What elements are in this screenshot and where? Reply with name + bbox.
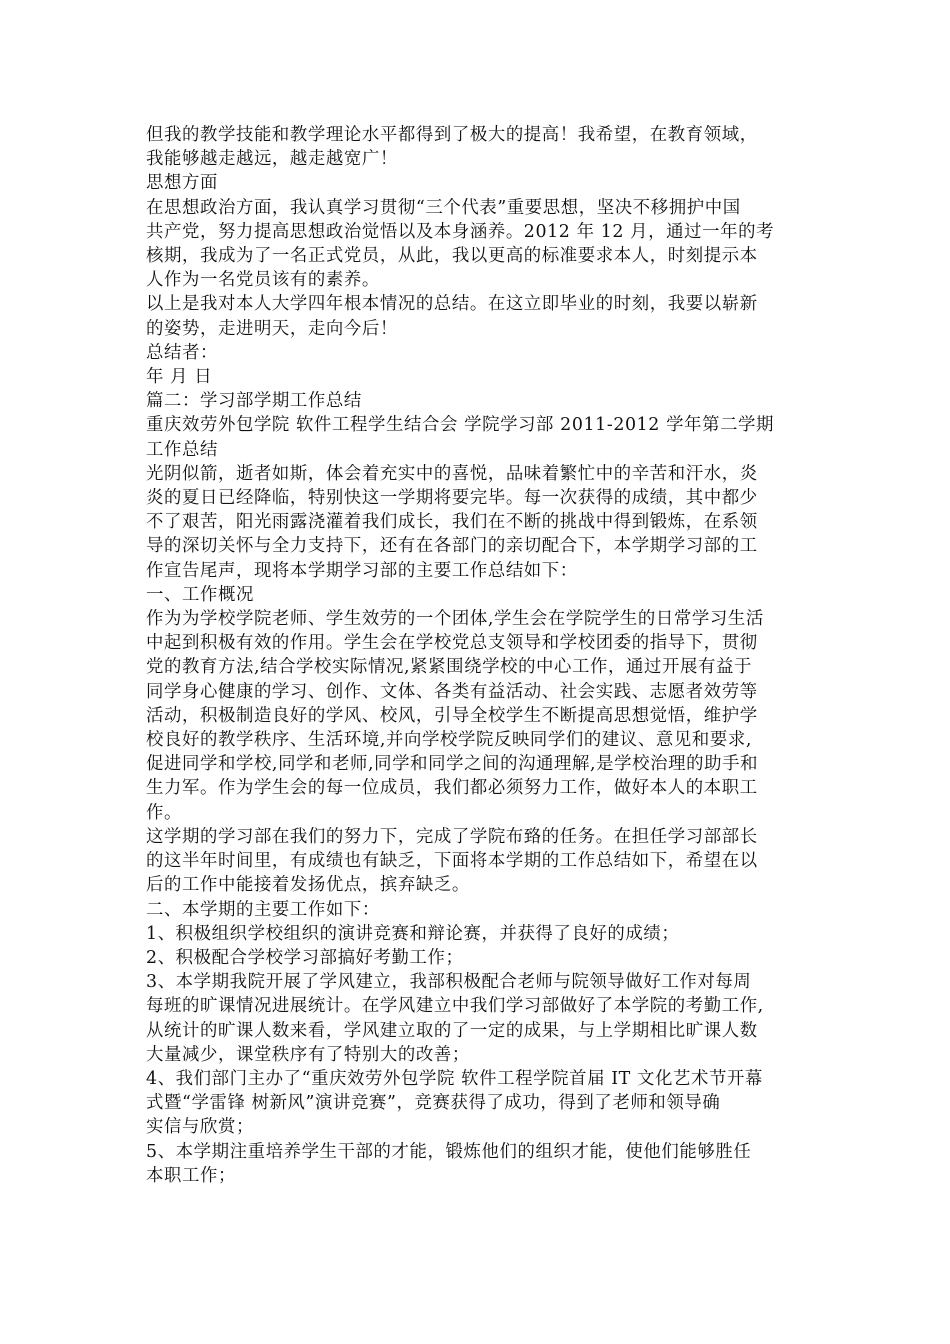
text-line: 校良好的教学秩序、生活环境,并向学校学院反映同学们的建议、意见和要求,: [146, 730, 752, 751]
text-line: 作宣告尾声，现将本学期学习部的主要工作总结如下：: [146, 560, 578, 581]
paragraph: [146, 970, 806, 1067]
text-line: 的姿势，走进明天，走向今后！: [146, 318, 398, 339]
text-line: 5、本学期注重培养学生干部的才能，锻炼他们的组织才能，使他们能够胜任: [146, 1141, 752, 1162]
text-line: 工作总结: [146, 439, 218, 460]
text-line: 作。: [146, 802, 182, 823]
text-line: 的这半年时间里，有成绩也有缺乏，下面将本学期的工作总结如下，希望在以: [146, 851, 758, 872]
text-line: 同学身心健康的学习、创作、文体、各类有益活动、社会实践、志愿者效劳等: [146, 681, 758, 702]
paragraph: [146, 196, 806, 293]
text-line: 促进同学和学校,同学和老师,同学和同学之间的沟通理解,是学校治理的助手和: [146, 754, 759, 775]
text-line: 生力军。作为学生会的每一位成员，我们都必须努力工作，做好本人的本职工: [146, 778, 758, 799]
paragraph: [146, 292, 806, 340]
paragraph: [146, 171, 806, 195]
document-body: [146, 123, 806, 1188]
text-line: 后的工作中能接着发扬优点，摈弃缺乏。: [146, 875, 470, 896]
text-line: 1、积极组织学校组织的演讲竞赛和辩论赛，并获得了良好的成绩；: [146, 923, 680, 944]
text-line: 以上是我对本人大学四年根本情况的总结。在这立即毕业的时刻，我要以崭新: [146, 294, 758, 315]
text-line: 炎的夏日已经降临，特别快这一学期将要完毕。每一次获得的成绩，其中都少: [146, 488, 758, 509]
text-line: 一、工作概况: [146, 584, 254, 605]
paragraph: [146, 583, 806, 607]
paragraph: [146, 123, 806, 171]
text-line: 本职工作；: [146, 1165, 236, 1186]
text-line: 思想方面: [146, 173, 218, 194]
text-line: 2、积极配合学校学习部搞好考勤工作；: [146, 947, 464, 968]
text-line: 每班的旷课情况进展统计。在学风建立中我们学习部做好了本学院的考勤工作,: [146, 996, 764, 1017]
text-line: 篇二：学习部学期工作总结: [146, 391, 362, 412]
text-line: 二、本学期的主要工作如下：: [146, 899, 380, 920]
text-line: 年 月 日: [146, 367, 213, 388]
text-line: 光阴似箭，逝者如斯，体会着充实中的喜悦，品味着繁忙中的辛苦和汗水，炎: [146, 463, 758, 484]
text-line: 活动，积极制造良好的学风、校风，引导全校学生不断提高思想觉悟，维护学: [146, 705, 758, 726]
text-line: 我能够越走越远，越走越宽广！: [146, 149, 398, 170]
text-line: 核期，我成为了一名正式党员，从此，我以更高的标准要求本人，时刻提示本: [146, 246, 758, 267]
text-line: 导的深切关怀与全力支持下，还有在各部门的亲切配合下，本学期学习部的工: [146, 536, 758, 557]
text-line: 4、我们部门主办了“重庆效劳外包学院 软件工程学院首届 IT 文化艺术节开幕: [146, 1068, 763, 1089]
text-line: 这学期的学习部在我们的努力下，完成了学院布臵的任务。在担任学习部部长: [146, 826, 758, 847]
text-line: 不了艰苦，阳光雨露浇灌着我们成长，我们在不断的挑战中得到锻炼，在系领: [146, 512, 758, 533]
paragraph: [146, 389, 806, 413]
paragraph: [146, 946, 806, 970]
text-line: 但我的教学技能和教学理论水平都得到了极大的提高！我希望，在教育领域，: [146, 125, 758, 145]
paragraph: [146, 462, 806, 583]
text-line: 从统计的旷课人数来看，学风建立取的了一定的成果，与上学期相比旷课人数: [146, 1020, 758, 1041]
paragraph: [146, 1067, 806, 1140]
text-line: 共产党，努力提高思想政治觉悟以及本身涵养。2012 年 12 月，通过一年的考: [146, 221, 775, 242]
paragraph: [146, 365, 806, 389]
text-line: 作为为学校学院老师、学生效劳的一个团体,学生会在学院学生的日常学习生活: [146, 609, 764, 630]
paragraph: [146, 413, 806, 461]
text-line: 党的教育方法,结合学校实际情况,紧紧围绕学校的中心工作，通过开展有益于: [146, 657, 752, 678]
text-line: 重庆效劳外包学院 软件工程学生结合会 学院学习部 2011-2012 学年第二学期: [146, 415, 775, 436]
paragraph: [146, 1140, 806, 1188]
text-line: 大量减少，课堂秩序有了特别大的改善；: [146, 1044, 470, 1065]
text-line: 总结者：: [146, 342, 218, 363]
text-line: 实信与欣赏；: [146, 1117, 254, 1138]
text-line: 在思想政治方面，我认真学习贯彻“三个代表”重要思想，坚决不移拥护中国: [146, 197, 741, 218]
paragraph: [146, 607, 806, 825]
paragraph: [146, 922, 806, 946]
text-line: 人作为一名党员该有的素养。: [146, 270, 380, 291]
paragraph: [146, 341, 806, 365]
paragraph: [146, 825, 806, 898]
text-line: 中起到积极有效的作用。学生会在学校党总支领导和学校团委的指导下，贯彻: [146, 633, 758, 654]
text-line: 3、本学期我院开展了学风建立，我部积极配合老师与院领导做好工作对每周: [146, 972, 752, 993]
paragraph: [146, 898, 806, 922]
text-line: 式暨“学雷锋 树新风”演讲竞赛”，竞赛获得了成功，得到了老师和领导确: [146, 1093, 721, 1114]
